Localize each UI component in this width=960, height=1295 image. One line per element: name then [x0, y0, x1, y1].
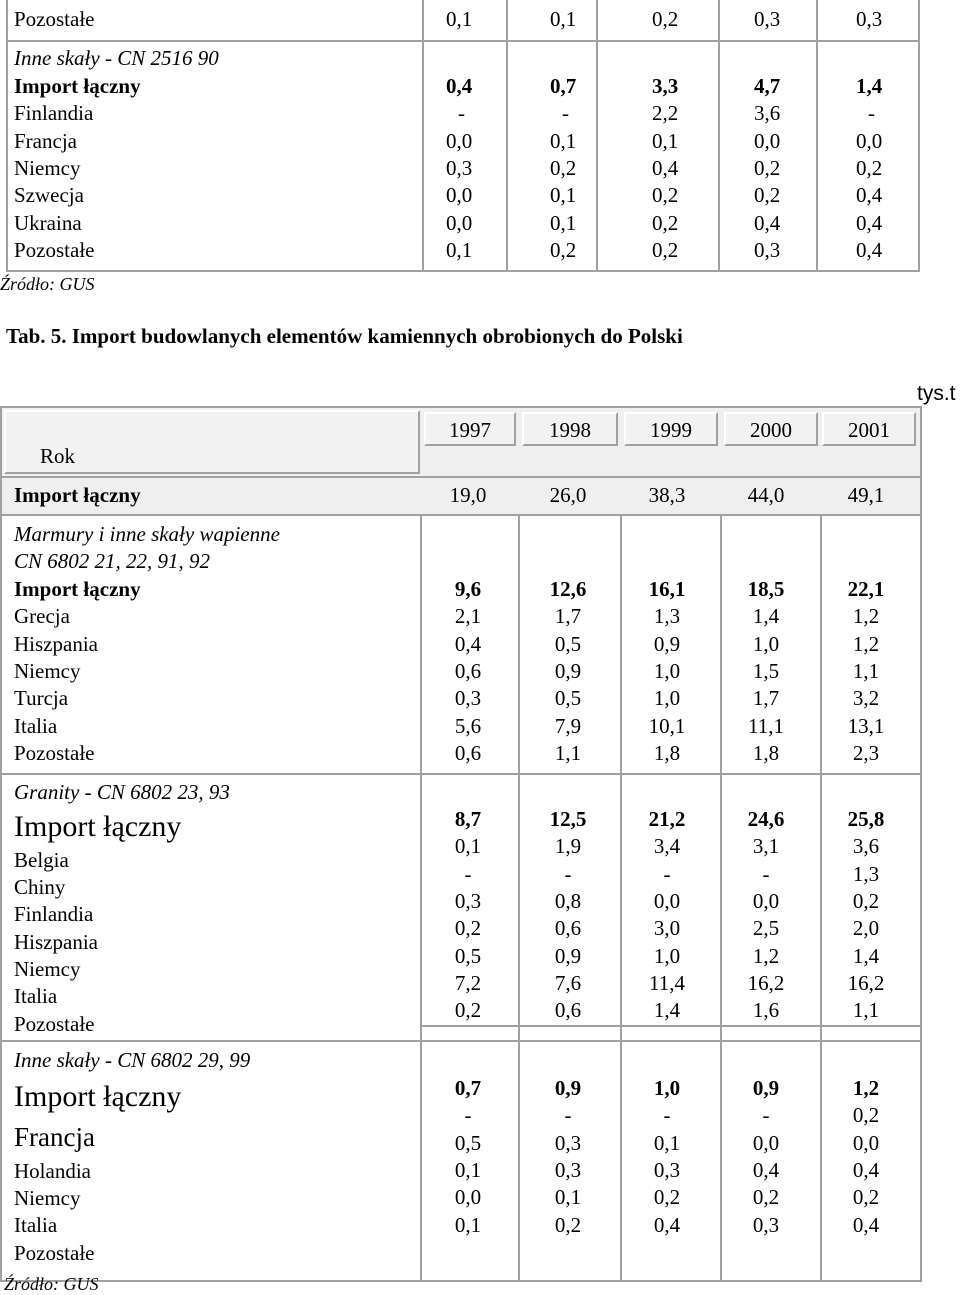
group2-cell: 1,0 — [653, 943, 681, 968]
table-caption-text: Tab. 5. Import budowlanych elementów kamiennych obrobionych do Polski — [6, 324, 683, 348]
header-year-label: 1997 — [449, 418, 491, 442]
group1-title1: Marmury i inne skały wapienne — [14, 522, 280, 546]
group2-cell: 0,0 — [752, 888, 780, 913]
group3-cell: - — [564, 1103, 572, 1128]
group1-cell: 0,6 — [454, 740, 482, 765]
group1-row-label: Pozostałe — [14, 740, 95, 765]
group1-cell: 9,6 — [454, 577, 482, 601]
group3-cell: 0,0 — [752, 1130, 780, 1155]
group2-row-label: Import łączny — [14, 810, 182, 843]
top-row-cell: 0,0 — [754, 128, 781, 153]
group2-cell: 21,2 — [648, 807, 686, 831]
group1-cell: 12,6 — [549, 577, 587, 601]
top-row-cell: 0,1 — [550, 183, 577, 208]
group1-cell: 1,1 — [852, 658, 880, 683]
top-row-cell: 0,1 — [550, 210, 577, 235]
group2-cell: 3,4 — [653, 834, 681, 859]
header-rok-cell — [4, 410, 420, 474]
group3-cell: 0,4 — [852, 1157, 880, 1182]
group2-cell: - — [464, 861, 472, 886]
group3-cell: - — [464, 1103, 472, 1128]
top-prev-cell: 0,1 — [446, 7, 473, 31]
group3-cell: 0,0 — [454, 1185, 482, 1210]
group3-cell: 0,3 — [554, 1130, 582, 1155]
top-row-cell: 0,2 — [652, 237, 679, 262]
top-row-label: Finlandia — [14, 101, 94, 126]
group2-cell: 11,4 — [649, 970, 685, 995]
group2-cell: 0,5 — [454, 943, 482, 968]
group1-row-label: Turcja — [14, 686, 69, 711]
total-cell: 19,0 — [449, 483, 487, 507]
top-row-cell: 0,4 — [856, 183, 883, 208]
top-prev-cell: 0,3 — [856, 7, 883, 31]
top-row-label: Francja — [14, 128, 77, 153]
group3-cell: 0,2 — [554, 1212, 582, 1237]
group3-cell: - — [663, 1103, 671, 1128]
group2-cell: 7,2 — [454, 970, 482, 995]
group2-cell: 0,0 — [653, 888, 681, 913]
group1-cell: 13,1 — [847, 713, 885, 738]
top-row-cell: 0,2 — [856, 155, 883, 180]
group2-cell: 16,2 — [747, 970, 785, 995]
group1-cell: 1,1 — [554, 740, 582, 765]
group3-cell: 0,1 — [554, 1185, 582, 1210]
group1-cell: 1,7 — [554, 604, 582, 629]
group1-cell: 1,8 — [752, 740, 780, 765]
group2-cell: - — [663, 861, 671, 886]
group1-cell: 7,9 — [554, 713, 582, 738]
top-row-cell: 0,0 — [446, 210, 473, 235]
group2-cell: 0,8 — [554, 888, 582, 913]
unit-label: tys.t — [917, 382, 956, 405]
top-row-cell: 0,4 — [446, 74, 473, 98]
top-row-label: Import łączny — [14, 74, 141, 98]
group3-title: Inne skały - CN 6802 29, 99 — [14, 1048, 251, 1072]
top-row-cell: 0,0 — [446, 128, 473, 153]
group3-cell: 0,4 — [752, 1157, 780, 1182]
top-row-cell: 0,4 — [754, 210, 781, 235]
group1-cell: 1,2 — [852, 604, 880, 629]
group3-cell: 0,1 — [454, 1157, 482, 1182]
group3-cell: 0,0 — [852, 1130, 880, 1155]
group2-cell: 0,6 — [554, 998, 582, 1023]
top-row-cell: 0,0 — [856, 128, 883, 153]
group2-cell: 8,7 — [454, 807, 482, 831]
top-prev-cell: 0,3 — [754, 7, 781, 31]
top-row-cell: 0,2 — [754, 183, 781, 208]
group1-cell: 16,1 — [648, 577, 686, 601]
group1-cell: 1,5 — [752, 658, 780, 683]
top-row-cell: 4,7 — [754, 74, 781, 98]
group2-cell: 25,8 — [847, 807, 885, 831]
group1-cell: 1,3 — [653, 604, 681, 629]
top-source: Źródło: GUS — [0, 274, 95, 294]
main-source: Źródło: GUS — [4, 1274, 99, 1294]
group2-cell: 0,2 — [454, 998, 482, 1023]
group2-cell: 0,2 — [852, 888, 880, 913]
group3-cell: 0,2 — [752, 1185, 780, 1210]
group2-row-label: Niemcy — [14, 957, 81, 981]
group3-cell: 1,0 — [653, 1076, 681, 1100]
group1-cell: 0,5 — [554, 686, 582, 711]
header-year-label: 1999 — [650, 418, 692, 442]
group3-cell: 0,3 — [653, 1157, 681, 1182]
group2-cell: 0,3 — [454, 888, 482, 913]
group3-cell: 0,2 — [852, 1103, 880, 1128]
group1-row-label: Grecja — [14, 604, 70, 629]
group3-cell: 0,4 — [852, 1212, 880, 1237]
header-year-label: 2001 — [848, 418, 890, 442]
group2-cell: 3,0 — [653, 916, 681, 941]
top-row-cell: 0,4 — [856, 210, 883, 235]
group3-row-label: Pozostałe — [14, 1241, 95, 1265]
group2-cell: 1,6 — [752, 998, 780, 1023]
group2-cell: 1,4 — [653, 998, 681, 1023]
group3-cell: 0,5 — [454, 1130, 482, 1155]
top-prev-cell: 0,2 — [652, 7, 679, 31]
header-year-label: 2000 — [750, 418, 792, 442]
group3-cell: 1,2 — [852, 1076, 880, 1100]
group3-row-label: Holandia — [14, 1159, 91, 1183]
top-row-cell: - — [868, 101, 875, 126]
group2-cell: 12,5 — [549, 807, 587, 831]
top-row-cell: 1,4 — [856, 74, 883, 98]
table-caption — [6, 324, 683, 349]
top-row-cell: 2,2 — [652, 101, 679, 126]
group1-cell: 0,9 — [653, 631, 681, 656]
group2-cell: - — [564, 861, 572, 886]
group2-row-label: Belgia — [14, 848, 69, 872]
group3-row-label: Niemcy — [14, 1186, 81, 1210]
group3-row-label: Francja — [14, 1122, 95, 1152]
group1-title2: CN 6802 21, 22, 91, 92 — [14, 549, 211, 573]
group2-row-label: Hiszpania — [14, 930, 98, 954]
group1-cell: 5,6 — [454, 713, 482, 738]
top-row-cell: 0,7 — [550, 74, 577, 98]
group2-cell: 16,2 — [847, 970, 885, 995]
top-prev-row-label: Pozostałe — [14, 7, 95, 31]
group1-cell: 2,1 — [454, 604, 482, 629]
group1-cell: 10,1 — [648, 713, 686, 738]
top-row-cell: 0,0 — [446, 183, 473, 208]
header-year-label: 1998 — [549, 418, 591, 442]
group2-cell: 24,6 — [747, 807, 785, 831]
group1-cell: 1,2 — [852, 631, 880, 656]
top-row-label: Pozostałe — [14, 237, 95, 262]
group2-title: Granity - CN 6802 23, 93 — [14, 780, 230, 804]
top-prev-cell: 0,1 — [550, 7, 577, 31]
group1-cell: 22,1 — [847, 577, 885, 601]
top-row-label: Ukraina — [14, 210, 82, 235]
group2-cell: 1,4 — [852, 943, 880, 968]
total-cell: 38,3 — [648, 483, 686, 507]
group1-cell: 1,0 — [653, 658, 681, 683]
group3-cell: 0,4 — [653, 1212, 681, 1237]
group2-row-label: Finlandia — [14, 902, 94, 926]
group1-cell: 1,0 — [752, 631, 780, 656]
top-row-cell: - — [562, 101, 569, 126]
group1-cell: 1,0 — [653, 686, 681, 711]
group2-cell: 1,2 — [752, 943, 780, 968]
top-row-cell: 0,2 — [550, 155, 577, 180]
group1-row-label: Italia — [14, 713, 58, 738]
top-row-cell: 0,3 — [754, 237, 781, 262]
top-row-label: Szwecja — [14, 183, 84, 208]
top-row-label: Niemcy — [14, 155, 81, 180]
top-row-cell: - — [458, 101, 465, 126]
header-rok-label: Rok — [40, 444, 76, 468]
header-year-cell — [822, 412, 916, 446]
group2-cell: - — [762, 861, 770, 886]
group2-cell: 2,5 — [752, 916, 780, 941]
group1-cell: 0,3 — [454, 686, 482, 711]
group2-cell: 3,6 — [852, 834, 880, 859]
top-row-cell: 0,1 — [446, 237, 473, 262]
group1-cell: 0,6 — [454, 658, 482, 683]
total-cell: 26,0 — [549, 483, 587, 507]
header-year-cell — [424, 412, 516, 446]
group1-cell: 2,3 — [852, 740, 880, 765]
header-year-cell — [724, 412, 818, 446]
group1-cell: 18,5 — [747, 577, 785, 601]
group1-row-label: Niemcy — [14, 658, 81, 683]
top-row-cell: 0,3 — [446, 155, 473, 180]
group2-row-label: Chiny — [14, 875, 66, 899]
group3-cell: 0,2 — [653, 1185, 681, 1210]
total-cell: 44,0 — [747, 483, 785, 507]
top-row-cell: 0,2 — [754, 155, 781, 180]
top-row-cell: 0,2 — [550, 237, 577, 262]
group2-cell: 0,6 — [554, 916, 582, 941]
group2-cell: 1,1 — [852, 998, 880, 1023]
group1-cell: 0,9 — [554, 658, 582, 683]
total-cell: 49,1 — [847, 483, 885, 507]
group2-row-label: Italia — [14, 984, 58, 1008]
top-row-cell: 0,2 — [652, 210, 679, 235]
group1-cell: 11,1 — [748, 713, 784, 738]
group2-cell: 7,6 — [554, 970, 582, 995]
header-year-cell — [624, 412, 718, 446]
header-year-cell — [522, 412, 618, 446]
group3-cell: 0,1 — [653, 1130, 681, 1155]
total-row-label: Import łączny — [14, 483, 141, 507]
group2-cell: 0,2 — [454, 916, 482, 941]
group1-cell: 1,8 — [653, 740, 681, 765]
group3-cell: 0,3 — [752, 1212, 780, 1237]
group2-cell: 2,0 — [852, 916, 880, 941]
group3-cell: 0,9 — [554, 1076, 582, 1100]
group3-row-label: Import łączny — [14, 1080, 182, 1113]
group3-cell: 0,3 — [554, 1157, 582, 1182]
group1-cell: 1,4 — [752, 604, 780, 629]
group2-cell: 3,1 — [752, 834, 780, 859]
group2-cell: 0,1 — [454, 834, 482, 859]
top-row-cell: 3,6 — [754, 101, 781, 126]
top-row-cell: 3,3 — [652, 74, 679, 98]
group2-row-label: Pozostałe — [14, 1012, 95, 1036]
top-row-cell: 0,4 — [652, 155, 679, 180]
top-row-cell: 0,1 — [652, 128, 679, 153]
top-row-cell: 0,1 — [550, 128, 577, 153]
group1-cell: 0,4 — [454, 631, 482, 656]
group2-cell: 1,3 — [852, 861, 880, 886]
top-row-cell: 0,4 — [856, 237, 883, 262]
top-group-title: Inne skały - CN 2516 90 — [14, 46, 219, 70]
group1-cell: 3,2 — [852, 686, 880, 711]
group2-cell: 1,9 — [554, 834, 582, 859]
group3-cell: 0,1 — [454, 1212, 482, 1237]
group3-cell: - — [762, 1103, 770, 1128]
group2-cell: 0,9 — [554, 943, 582, 968]
group3-row-label: Italia — [14, 1213, 58, 1237]
group1-cell: 1,7 — [752, 686, 780, 711]
top-row-cell: 0,2 — [652, 183, 679, 208]
group1-row-label: Import łączny — [14, 577, 141, 601]
group3-cell: 0,9 — [752, 1076, 780, 1100]
group1-row-label: Hiszpania — [14, 631, 98, 656]
group3-cell: 0,7 — [454, 1076, 482, 1100]
group3-cell: 0,2 — [852, 1185, 880, 1210]
group1-cell: 0,5 — [554, 631, 582, 656]
